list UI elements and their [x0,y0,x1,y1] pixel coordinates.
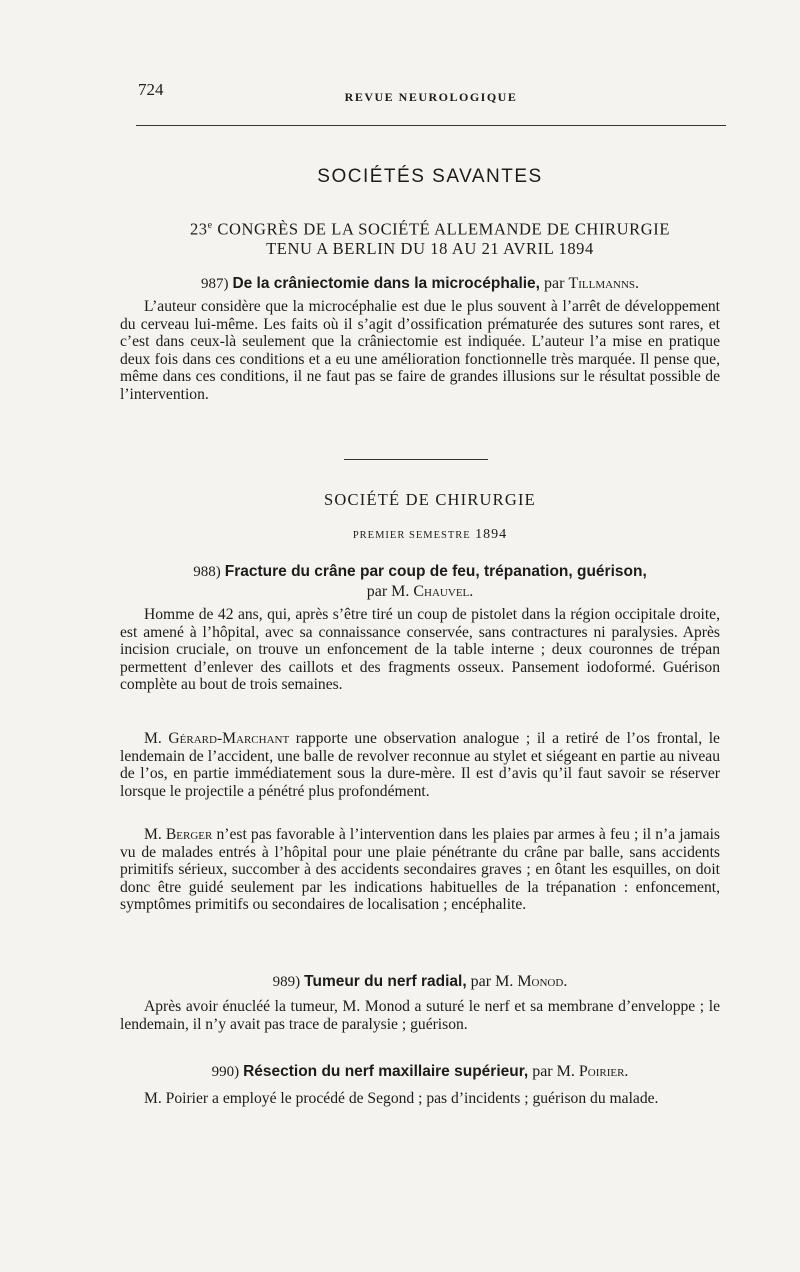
entry-author: Monod [517,973,564,990]
paragraph-988-case: Homme de 42 ans, qui, après s’être tiré un coup de pistolet dans la région occipitale droite, est amené à l’hôpital, avec sa connaissance conservée, sans contractures ni paralysies. Après incision cruciale, on trouve un enfoncement de la table interne ; deux couronnes de trépan permettent d’enlever des caillots et des fragments osseux. Pansement iodoformé. Guérison complète au bout de trois semaines. [120,606,720,694]
entry-author: Chauvel [413,583,470,600]
speaker-text: n’est pas favorable à l’intervention dans les plaies par armes à feu ; il n’a jamais vu de malades entrés à l’hôpital pour une plaie pénétrante du crâne par balle, sans accidents primitifs sérieux, succomber à des accidents secondaires graves ; en ôtant les esquilles, on doit donc être guidé seulement par les indications habituelles de la trépanation : enfoncement, symptômes primitifs ou secondaires de localisation ; encéphalite. [120,826,721,914]
entry-number: 990) [211,1064,240,1080]
entry-title-988 [120,562,720,601]
speaker-text: rapporte une observation analogue ; il a retiré de l’os frontal, le lendemain de l’accident, une balle de revolver reconnue au stylet et siégeant en partie au niveau de l’os, en partie immédiatement sous la dure-mère. Il est d’avis qu’il faut savoir se réserver lorsque le projectile a pénétré plus profondément. [120,730,720,800]
paragraph-989: Après avoir énucléé la tumeur, M. Monod a suturé le nerf et sa membrane d’enveloppe ; le lendemain, il n’y avait pas trace de paralysie ; guérison. [120,998,720,1033]
paragraph-990: M. Poirier a employé le procédé de Segond ; pas d’incidents ; guérison du malade. [144,1090,659,1107]
author-suffix: . [563,973,568,990]
speaker-name: M. Berger [144,826,213,843]
section-title: SOCIÉTÉS SAVANTES [317,166,543,187]
section-divider [344,459,488,460]
society-title: SOCIÉTÉ DE CHIRURGIE [324,490,536,509]
speaker-name: M. Gérard-Marchant [144,730,290,747]
entry-number: 987) [200,276,229,292]
entry-title-990 [120,1062,720,1082]
page-header [138,80,724,108]
entry-number: 988) [193,564,221,580]
entry-heading-line [120,562,720,582]
entry-number: 989) [272,974,301,990]
entry-title-987 [120,274,720,294]
entry-heading: Résection du nerf maxillaire supérieur, [243,1063,529,1080]
entry-author-line [120,582,720,601]
author-prefix: par M. [528,1063,579,1080]
semester-label: PREMIER SEMESTRE [352,530,471,541]
entry-heading: Tumeur du nerf radial, [304,973,467,990]
entry-heading: Fracture du crâne par coup de feu, trépanation, guérison, [224,563,647,580]
author-prefix: par [540,275,569,292]
semester-year: 1894 [475,527,508,542]
entry-author: Poirier [578,1063,625,1080]
paragraph-988-berger [120,826,720,914]
page-number: 724 [138,80,164,99]
entry-author: Tillmanns [568,275,636,292]
header-rule [136,125,726,126]
entry-title-989 [120,972,720,992]
paragraph-987: L’auteur considère que la microcéphalie est due le plus souvent à l’arrêt de développement du cerveau lui-même. Les faits où il s’agit d’ossification prématurée des sutures sont rares, et c’est dans ceux-là seulement que la crâniectomie est indiquée. L’auteur l’a mise en pratique deux fois dans ces conditions et a eu une amélioration fonctionnelle très marquée. Il pense que, même dans ces conditions, il ne faut pas se faire de grandes illusions sur le résultat possible de l’intervention. [120,298,720,403]
congress-ordinal-suffix: e [207,220,213,231]
entry-heading: De la crâniectomie dans la microcéphalie, [232,275,540,292]
congress-title-line2: TENU A BERLIN DU 18 AU 21 AVRIL 1894 [266,238,594,258]
congress-ordinal: 23 [189,219,208,239]
congress-title-text: CONGRÈS DE LA SOCIÉTÉ ALLEMANDE DE CHIRURGIE [212,219,671,239]
running-title: REVUE NEUROLOGIQUE [344,90,518,104]
congress-title-line1 [130,216,730,239]
author-suffix: . [469,583,474,600]
author-prefix: par M. [466,973,518,990]
congress-title [130,216,730,258]
author-suffix: . [624,1063,629,1080]
semester-heading [130,527,730,543]
paragraph-988-gerard-marchant [120,730,720,800]
author-suffix: . [635,275,640,292]
author-prefix: par M. [366,583,414,600]
